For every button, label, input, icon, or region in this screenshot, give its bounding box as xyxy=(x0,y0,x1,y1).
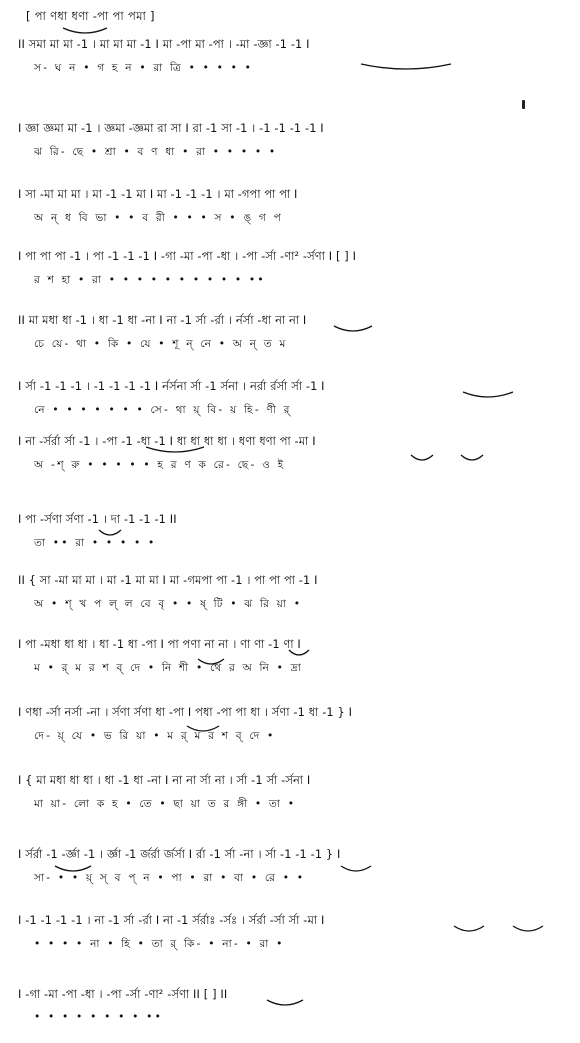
lyric-line: • • • • • • • • •• xyxy=(34,1011,164,1023)
slur-mark xyxy=(98,529,122,539)
lyric-line: • • • • না • হি • তা র্ কি- • না- • রা • xyxy=(34,938,285,950)
lyric-line: স- ঘ ন • গ হ ন • রা ত্রি • • • • • xyxy=(34,62,254,74)
notation-line: I জ্ঞা জ্ঞমা মা -1 । জ্ঞমা -জ্ঞমা রা সা I রা -1 সা -1 । -1 -1 -1 -1 I xyxy=(18,122,324,135)
notation-line: II { সা -মা মা মা । মা -1 মা মা I মা -গমপা পা -1 । পা পা পা -1 I xyxy=(18,574,318,587)
notation-line: I সা -মা মা মা । মা -1 -1 মা I মা -1 -1 -1 । মা -গপা পা পা I xyxy=(18,188,298,201)
lyric-line: তা •• রা • • • • • xyxy=(34,537,157,549)
slur-mark xyxy=(460,454,484,464)
lyric-line: ঝ রি- ছে • শ্রা • ব ণ ধা • রা • • • • • xyxy=(34,146,278,158)
slur-mark xyxy=(145,446,205,456)
slur-mark xyxy=(462,391,514,401)
lyric-line: নে • • • • • • • সে- থা য়্ বি- য় হি- ণী র্ xyxy=(34,404,292,416)
slur-mark xyxy=(266,999,304,1009)
slur-mark xyxy=(186,725,220,735)
notation-line: I ণধা -র্সা নর্সা -না । র্সণা র্সণা ধা -পা I পধা -পা পা ধা । র্সণা -1 ধা -1 } I xyxy=(18,706,353,719)
lyric-line: ম • র্ ম র শ ব্ দে • নি শী • থে র অ নি • দ্রা xyxy=(34,662,303,674)
slur-mark xyxy=(512,925,544,935)
notation-line: I -1 -1 -1 -1 । না -1 র্সা -র্রা I না -1 র্সর্রাঃ -র্সঃ । র্সর্রা -র্সা র্সা -মা I xyxy=(18,914,325,927)
slur-mark xyxy=(360,63,452,73)
ink-mark xyxy=(522,100,525,109)
lyric-line: অ • শ্ খ প ল্ ল বে বৃ • • ষ্ টি • ঝ রি য়া • xyxy=(34,598,303,610)
lyric-line: দে- য়্ যে • ভ রি য়া • ম র্ ম র শ ব্ দে • xyxy=(34,730,276,742)
slur-mark xyxy=(453,925,485,935)
lyric-line: অ ন্ ধ বি ভা • • ব রী • • • স • ঙ্ গ প xyxy=(34,212,283,224)
slur-mark xyxy=(288,649,310,659)
notation-line: I পা -মধা ধা ধা । ধা -1 ধা -পা I পা পণা না না । ণা ণা -1 ণা I xyxy=(18,638,301,651)
notation-line: I { মা মধা ধা ধা । ধা -1 ধা -না I না না র্সা না । র্সা -1 র্সা -র্সনা I xyxy=(18,774,311,787)
notation-line: I পা পা পা -1 । পা -1 -1 -1 I -গা -মা -পা -ধা । -পা -র্সা -ণা² -র্সণা I [ ] I xyxy=(18,250,357,263)
notation-line: I পা -র্সণা র্সণা -1 । দা -1 -1 -1 II xyxy=(18,513,177,526)
refrain-header: [ পা ণধা ধণা -পা পা পমা ] xyxy=(26,9,155,23)
slur-mark xyxy=(410,454,434,464)
notation-line: I -গা -মা -পা -ধা । -পা -র্সা -ণা² -র্সণা II [ ] II xyxy=(18,988,228,1001)
notation-line: I র্সা -1 -1 -1 । -1 -1 -1 -1 I র্নর্সনা র্সা -1 র্সনা । নর্রা র্রর্সা র্সা -1 I xyxy=(18,380,325,393)
notation-line: I র্সর্রা -1 -র্জ্ঞা -1 । র্জ্ঞা -1 র্জর্রা র্জর্সা I র্রা -1 র্সা -না । র্সা -1 -1 -1 } I xyxy=(18,848,341,861)
slur-mark xyxy=(333,325,373,335)
notation-line: I না -র্সর্রা র্সা -1 । -পা -1 -ধা -1 I ধা ধা ধা ধা । ধণা ধণা পা -মা I xyxy=(18,435,316,448)
lyric-line: অ -শ্ রু • • • • • হ র ণ ক রে- ছে- ও ই xyxy=(34,459,286,471)
slur-mark xyxy=(197,658,225,668)
slur-mark xyxy=(54,865,92,875)
lyric-line: চে য়ে- থা • কি • যে • শূ ন্ নে • অ ন্ ত ম xyxy=(34,338,288,350)
lyric-line: র শ হা • রা • • • • • • • • • • •• xyxy=(34,274,266,286)
lyric-line: সা- • • য়্ স্ ব প্ ন • পা • রা • বা • রে • • xyxy=(34,872,306,884)
slur-mark xyxy=(340,865,372,875)
lyric-line: মা য়া- লো ক হ • তে • ছা য়া ত র ঙ্গী • তা • xyxy=(34,798,297,810)
slur-mark xyxy=(62,27,108,37)
notation-line: II মা মধা ধা -1 । ধা -1 ধা -না I না -1 র্সা -র্রা । র্নর্সা -ধা না না I xyxy=(18,314,307,327)
notation-line: II সমা মা মা -1 । মা মা মা -1 I মা -পা মা -পা । -মা -জ্ঞা -1 -1 I xyxy=(18,38,310,51)
